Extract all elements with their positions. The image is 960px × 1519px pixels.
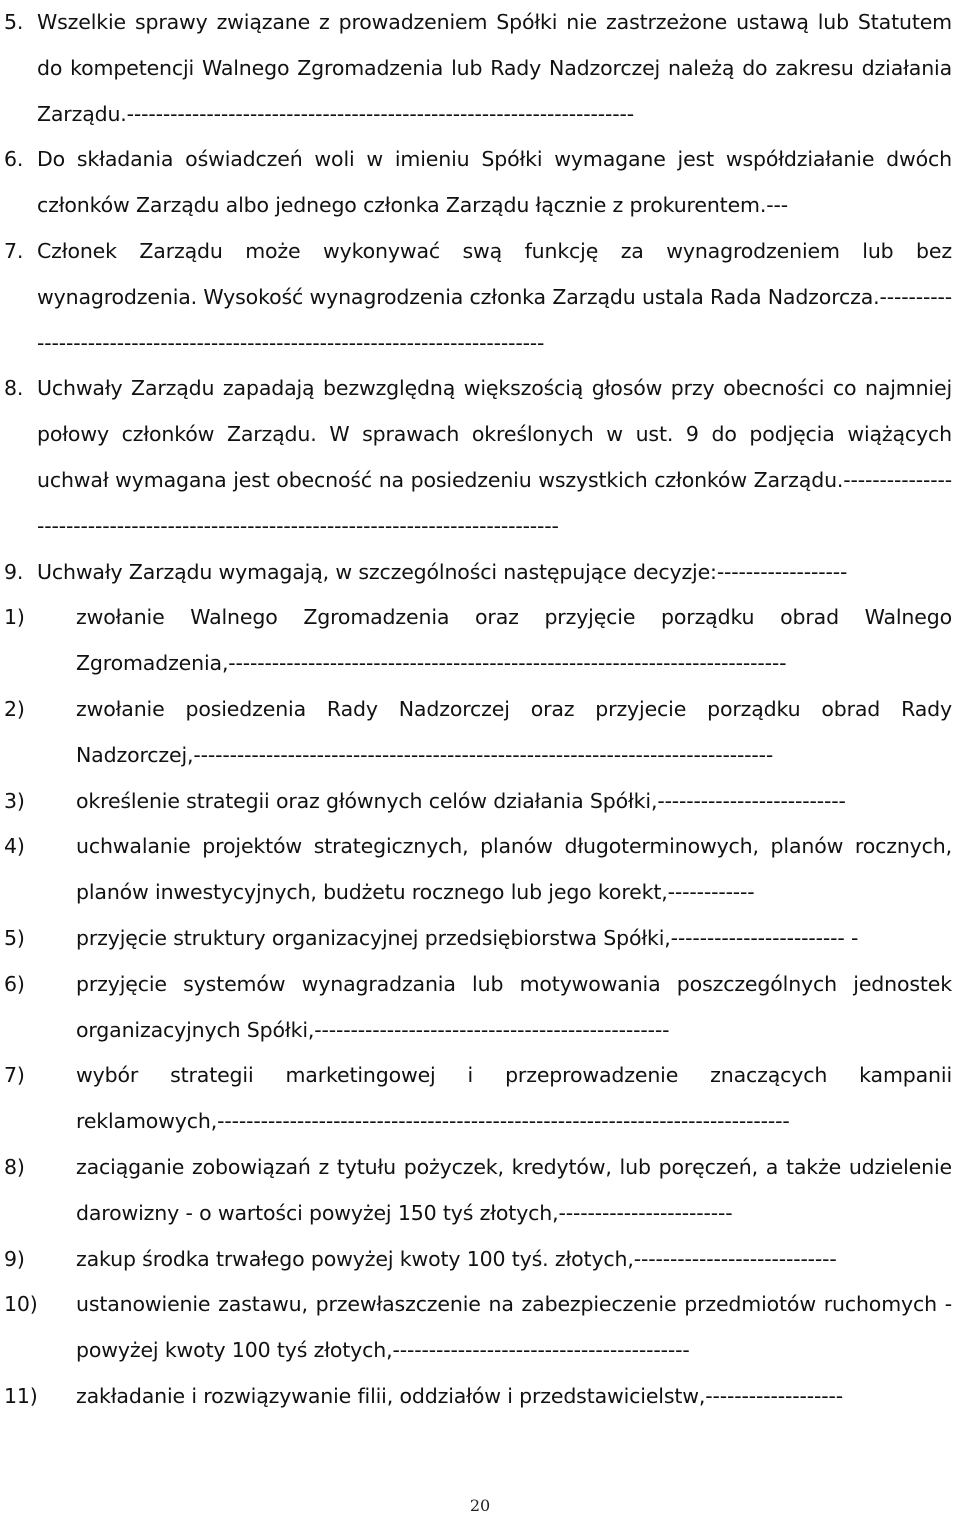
page-number: 20 (469, 1496, 491, 1515)
list-item-number: 10) (4, 1292, 38, 1317)
list-item-text: wybór strategii marketingowej i przeprowadzenie znaczących kampanii reklamowych,------------------------------------------------------------------------------- (76, 1063, 952, 1134)
paragraph-7 (4, 229, 952, 366)
list-item-text: zakładanie i rozwiązywanie filii, oddziałów i przedstawicielstw,------------------- (76, 1383, 843, 1408)
list-item (4, 1237, 952, 1283)
paragraph-8 (4, 366, 952, 549)
list-item (4, 1053, 952, 1145)
list-item-number: 3) (4, 788, 25, 813)
list-item-number: 2) (4, 696, 25, 721)
list-item (4, 1374, 952, 1420)
list-item-number: 4) (4, 834, 25, 859)
paragraph-text: Do składania oświadczeń woli w imieniu Spółki wymagane jest współdziałanie dwóch członków Zarządu albo jednego członka Zarządu łącznie z prokurentem.--- (37, 147, 952, 218)
list-item (4, 1145, 952, 1237)
list-item-text: zwołanie Walnego Zgromadzenia oraz przyjęcie porządku obrad Walnego Zgromadzenia,----------------------------------------------------------------------------- (76, 605, 952, 676)
list-item (4, 916, 952, 962)
paragraph-text: Wszelkie sprawy związane z prowadzeniem Spółki nie zastrzeżone ustawą lub Statutem do kompetencji Walnego Zgromadzenia lub Rady Nadzorczej należą do zakresu działania Zarządu.---------------------------------------------------------------------- (37, 10, 952, 126)
list-item-text: ustanowienie zastawu, przewłaszczenie na zabezpieczenie przedmiotów ruchomych - powyżej kwoty 100 tyś złotych,----------------------------------------- (76, 1292, 952, 1363)
paragraph-5 (4, 0, 952, 137)
decision-list (4, 595, 952, 1419)
list-item (4, 824, 952, 916)
list-item-number: 1) (4, 605, 25, 630)
list-item-number: 11) (4, 1383, 38, 1408)
paragraph-number: 5. (4, 10, 24, 34)
paragraph-number: 6. (4, 147, 24, 172)
list-item-text: przyjęcie systemów wynagradzania lub motywowania poszczególnych jednostek organizacyjnych Spółki,------------------------------------------------- (76, 971, 952, 1042)
paragraph-9 (4, 550, 952, 596)
list-item (4, 1282, 952, 1374)
list-item-number: 5) (4, 925, 25, 950)
list-item-text: zwołanie posiedzenia Rady Nadzorczej oraz przyjecie porządku obrad Rady Nadzorczej,-------------------------------------------------------------------------------- (76, 696, 952, 767)
list-item-number: 6) (4, 971, 25, 996)
list-item (4, 687, 952, 779)
list-item-text: określenie strategii oraz głównych celów działania Spółki,-------------------------- (76, 788, 846, 813)
list-item-number: 8) (4, 1154, 25, 1179)
paragraph-text: Uchwały Zarządu wymagają, w szczególności następujące decyzje:------------------ (37, 559, 848, 584)
paragraph-number: 7. (4, 238, 24, 263)
list-item-text: uchwalanie projektów strategicznych, planów długoterminowych, planów rocznych, planów inwestycyjnych, budżetu rocznego lub jego korekt,------------ (76, 834, 952, 905)
document-body (4, 0, 952, 1420)
paragraph-number: 9. (4, 559, 24, 584)
list-item (4, 595, 952, 687)
list-item-number: 9) (4, 1246, 25, 1271)
list-item-text: przyjęcie struktury organizacyjnej przedsiębiorstwa Spółki,------------------------ - (76, 925, 859, 950)
paragraph-number: 8. (4, 376, 24, 401)
paragraph-text: Uchwały Zarządu zapadają bezwzględną większością głosów przy obecności co najmniej połowy członków Zarządu. W sprawach określonych w ust. 9 do podjęcia wiążących uchwał wymagana jest obecność na posiedzeniu wszystkich członków Zarządu.--------------------------------------------------------------------------------------- (37, 376, 952, 538)
paragraph-text: Członek Zarządu może wykonywać swą funkcję za wynagrodzeniem lub bez wynagrodzenia. Wysokość wynagrodzenia członka Zarządu ustala Rada Nadzorcza.-------------------------------------------------------------------------------- (37, 238, 952, 355)
list-item-number: 7) (4, 1063, 25, 1088)
list-item-text: zaciąganie zobowiązań z tytułu pożyczek, kredytów, lub poręczeń, a także udzielenie darowizny - o wartości powyżej 150 tyś złotych,------------------------ (76, 1154, 952, 1225)
paragraph-6 (4, 137, 952, 229)
list-item (4, 779, 952, 825)
list-item-text: zakup środka trwałego powyżej kwoty 100 tyś. złotych,---------------------------- (76, 1246, 837, 1271)
list-item (4, 962, 952, 1054)
